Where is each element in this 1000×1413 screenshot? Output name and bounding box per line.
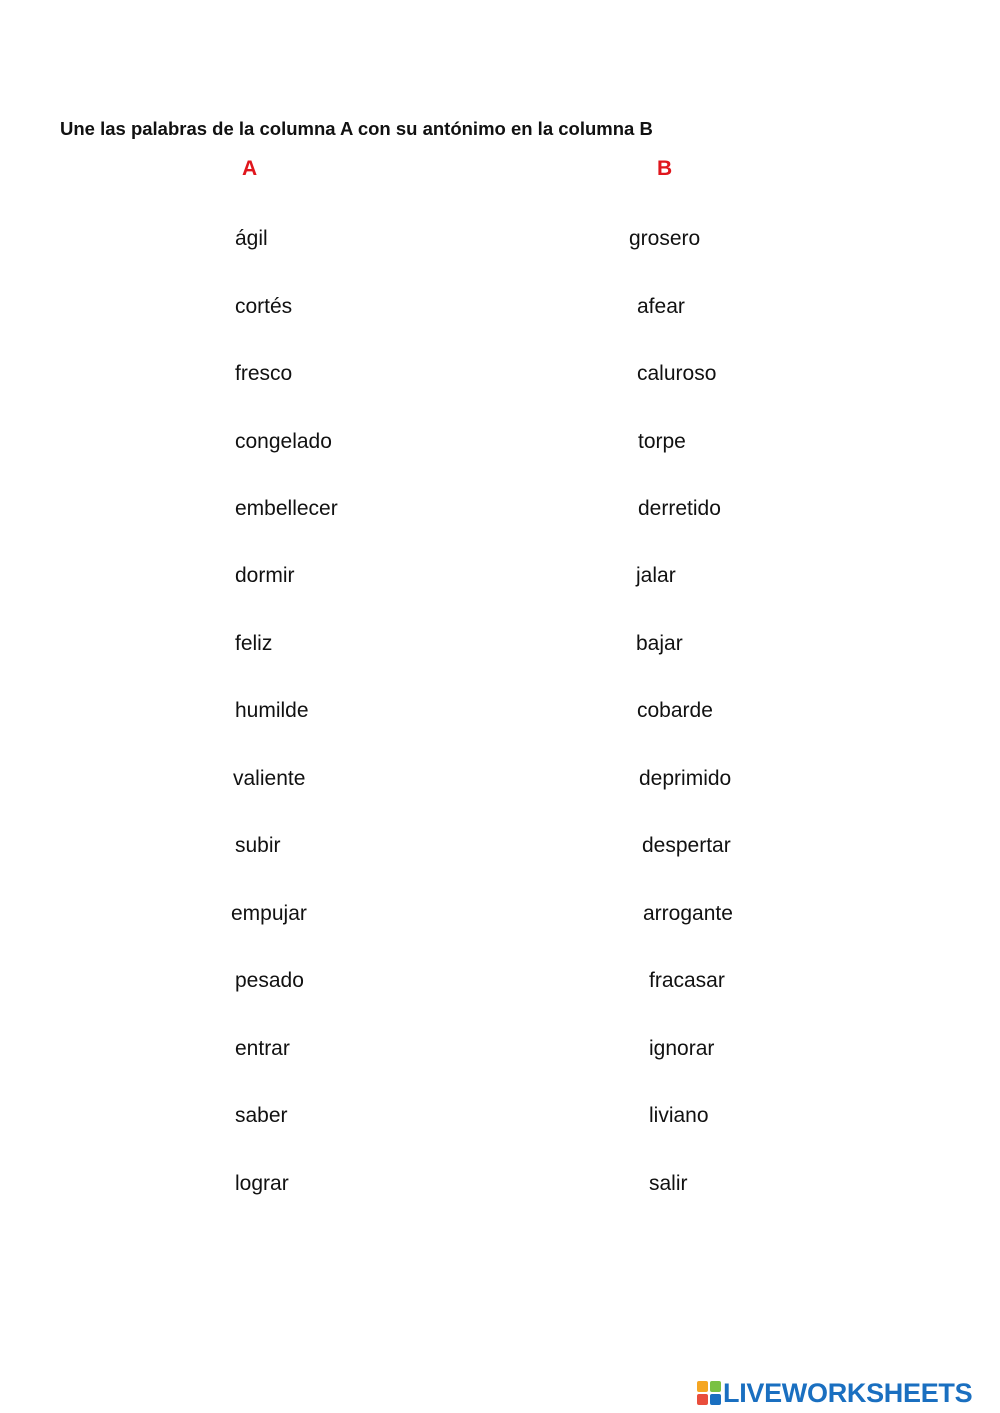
column-a-word: congelado	[235, 430, 332, 453]
column-b-word: grosero	[629, 227, 701, 250]
column-a-word: fresco	[235, 362, 293, 385]
column-a-word: saber	[235, 1104, 288, 1127]
column-b-word: derretido	[638, 497, 721, 520]
column-a-word: ágil	[235, 227, 268, 250]
logo-text: LIVEWORKSHEETS	[723, 1377, 973, 1408]
column-b-word: liviano	[649, 1104, 709, 1127]
column-a-word: dormir	[235, 564, 295, 587]
column-b-word: ignorar	[649, 1037, 715, 1060]
column-b-word: fracasar	[649, 969, 725, 992]
column-b-word: arrogante	[643, 902, 733, 925]
column-a-header: A	[242, 157, 258, 180]
column-a-word: lograr	[235, 1172, 289, 1195]
column-a-word: subir	[235, 834, 281, 857]
column-b-word: cobarde	[637, 699, 713, 722]
logo-square	[710, 1381, 721, 1392]
column-b-word: bajar	[636, 632, 683, 655]
column-b-word: despertar	[642, 834, 731, 857]
column-b-word: torpe	[638, 430, 686, 453]
column-a-word: humilde	[235, 699, 309, 722]
column-a-word: embellecer	[235, 497, 338, 520]
column-a-word: cortés	[235, 295, 293, 318]
column-a-word: entrar	[235, 1037, 290, 1060]
column-b-header: B	[657, 157, 673, 180]
logo-square	[697, 1394, 708, 1405]
column-b-word: salir	[649, 1172, 688, 1195]
column-a-word: feliz	[235, 632, 273, 655]
column-b-word: afear	[637, 295, 685, 318]
liveworksheets-logo-icon	[697, 1381, 721, 1405]
logo-square	[697, 1381, 708, 1392]
column-a-word: empujar	[231, 902, 307, 925]
column-b-word: caluroso	[637, 362, 717, 385]
column-a-word: valiente	[233, 767, 306, 790]
logo-square	[710, 1394, 721, 1405]
column-a-word: pesado	[235, 969, 304, 992]
column-b-word: jalar	[636, 564, 676, 587]
column-b-word: deprimido	[639, 767, 732, 790]
instruction-text: Une las palabras de la columna A con su antónimo en la columna B	[60, 118, 653, 139]
liveworksheets-logo	[697, 1378, 972, 1408]
